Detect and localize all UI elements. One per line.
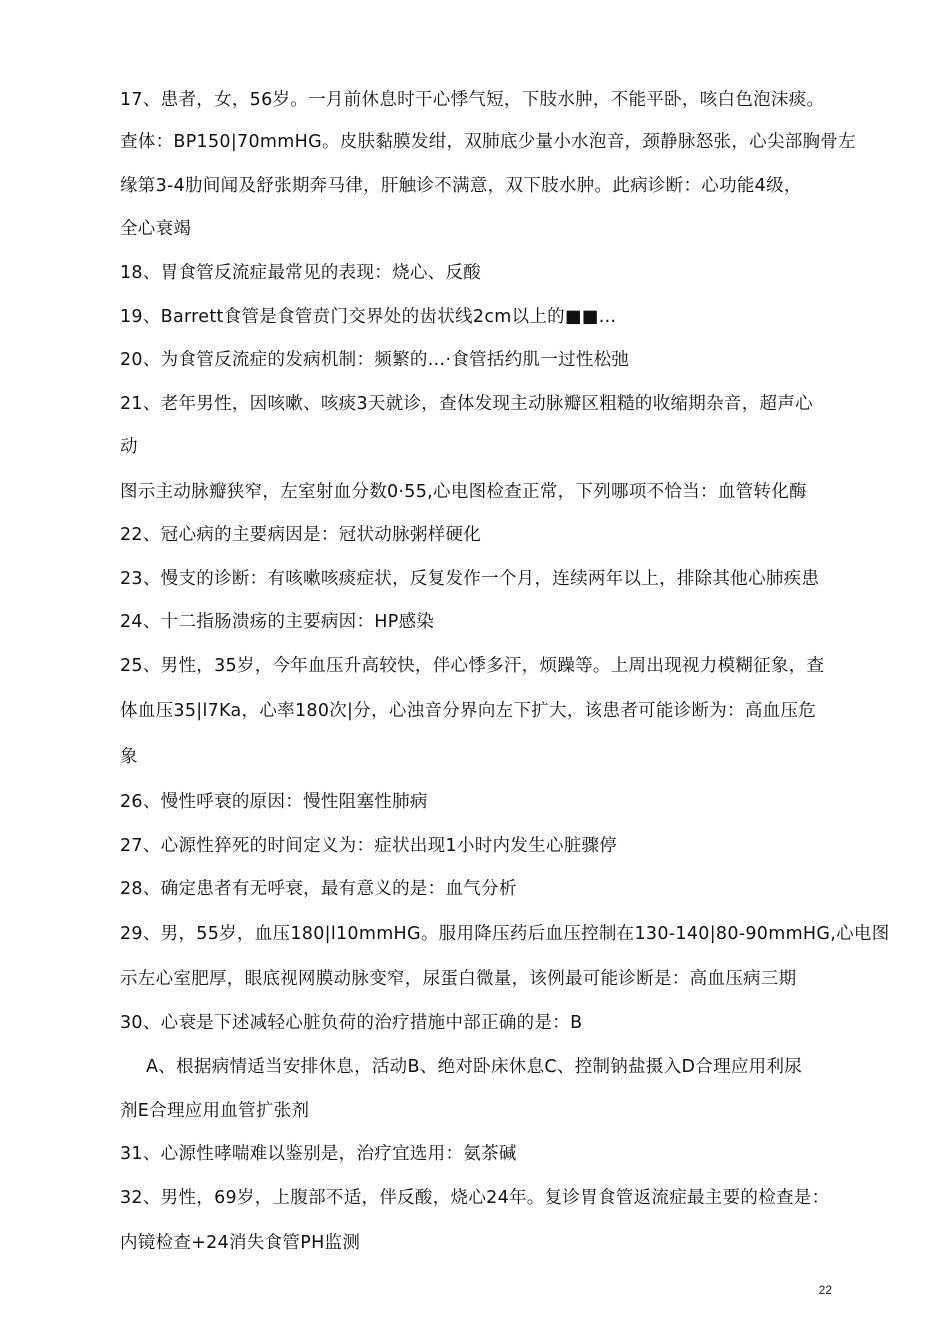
text-line: 体血压35|l7Ka，心率180次|分，心浊音分界向左下扩大，该患者可能诊断为：高血压危 bbox=[120, 701, 817, 721]
text-line: 30、心衰是下述减轻心脏负荷的治疗措施中部正确的是：B bbox=[120, 1013, 583, 1033]
text-line: 18、胃食管反流症最常见的表现：烧心、反酸 bbox=[120, 263, 482, 283]
text-line: 26、慢性呼衰的原因：慢性阻塞性肺病 bbox=[120, 792, 428, 812]
text-line: 28、确定患者有无呼衰，最有意义的是：血气分析 bbox=[120, 879, 517, 899]
text-line: 29、男，55岁，血压180|l10mmHG。服用降压药后血压控制在130-140|80-90mmHG,心电图 bbox=[120, 924, 890, 944]
text-line: 内镜检查+24消失食管PH监测 bbox=[120, 1233, 361, 1253]
text-line: 25、男性，35岁，今年血压升高较快，伴心悸多汗，烦躁等。上周出现视力模糊征象，查 bbox=[120, 656, 825, 676]
text-line: 22、冠心病的主要病因是：冠状动脉粥样硬化 bbox=[120, 525, 482, 545]
page-number: 22 bbox=[818, 1283, 832, 1297]
text-line: 20、为食管反流症的发病机制：频繁的…·食管括约肌一过性松弛 bbox=[120, 350, 630, 370]
text-line: 17、患者，女，56岁。一月前休息时干心悸气短，下肢水肿，不能平卧，咳白色泡沫痰。 bbox=[120, 90, 825, 110]
text-line: 象 bbox=[120, 747, 138, 767]
text-line: 图示主动脉瓣狭窄，左室射血分数0·55,心电图检查正常，下列哪项不恰当：血管转化酶 bbox=[120, 482, 807, 502]
text-line: 21、老年男性，因咳嗽、咳痰3天就诊，查体发现主动脉瓣区粗糙的收缩期杂音，超声心 bbox=[120, 394, 813, 414]
text-line: 全心衰竭 bbox=[120, 219, 192, 239]
text-line: 查体：BP150|70mmHG。皮肤黏膜发绀，双肺底少量小水泡音，颈静脉怒张，心尖部胸骨左 bbox=[120, 132, 856, 152]
text-line: 32、男性，69岁，上腹部不适，伴反酸，烧心24年。复诊胃食管返流症最主要的检查是： bbox=[120, 1188, 830, 1208]
text-line: A、根据病情适当安排休息，活动B、绝对卧床休息C、控制钠盐摄入D合理应用利尿 bbox=[146, 1057, 803, 1077]
text-line: 27、心源性猝死的时间定义为：症状出现1小时内发生心脏骤停 bbox=[120, 836, 618, 856]
text-line: 剂E合理应用血管扩张剂 bbox=[120, 1101, 310, 1121]
text-line: 24、十二指肠溃疡的主要病因：HP感染 bbox=[120, 612, 435, 632]
text-line: 19、Barrett食管是食管贲门交界处的齿状线2cm以上的■■… bbox=[120, 307, 617, 327]
text-line: 动 bbox=[120, 437, 138, 457]
text-line: 缘第3-4肋间闻及舒张期奔马律，肝触诊不满意，双下肢水肿。此病诊断：心功能4级， bbox=[120, 176, 802, 196]
text-line: 31、心源性哮喘难以鉴别是，治疗宜选用：氨茶碱 bbox=[120, 1144, 517, 1164]
text-line: 23、慢支的诊断：有咳嗽咳痰症状，反复发作一个月，连续两年以上，排除其他心肺疾患 bbox=[120, 569, 820, 589]
text-line: 示左心室肥厚，眼底视网膜动脉变窄，尿蛋白微量，该例最可能诊断是：高血压病三期 bbox=[120, 969, 797, 989]
